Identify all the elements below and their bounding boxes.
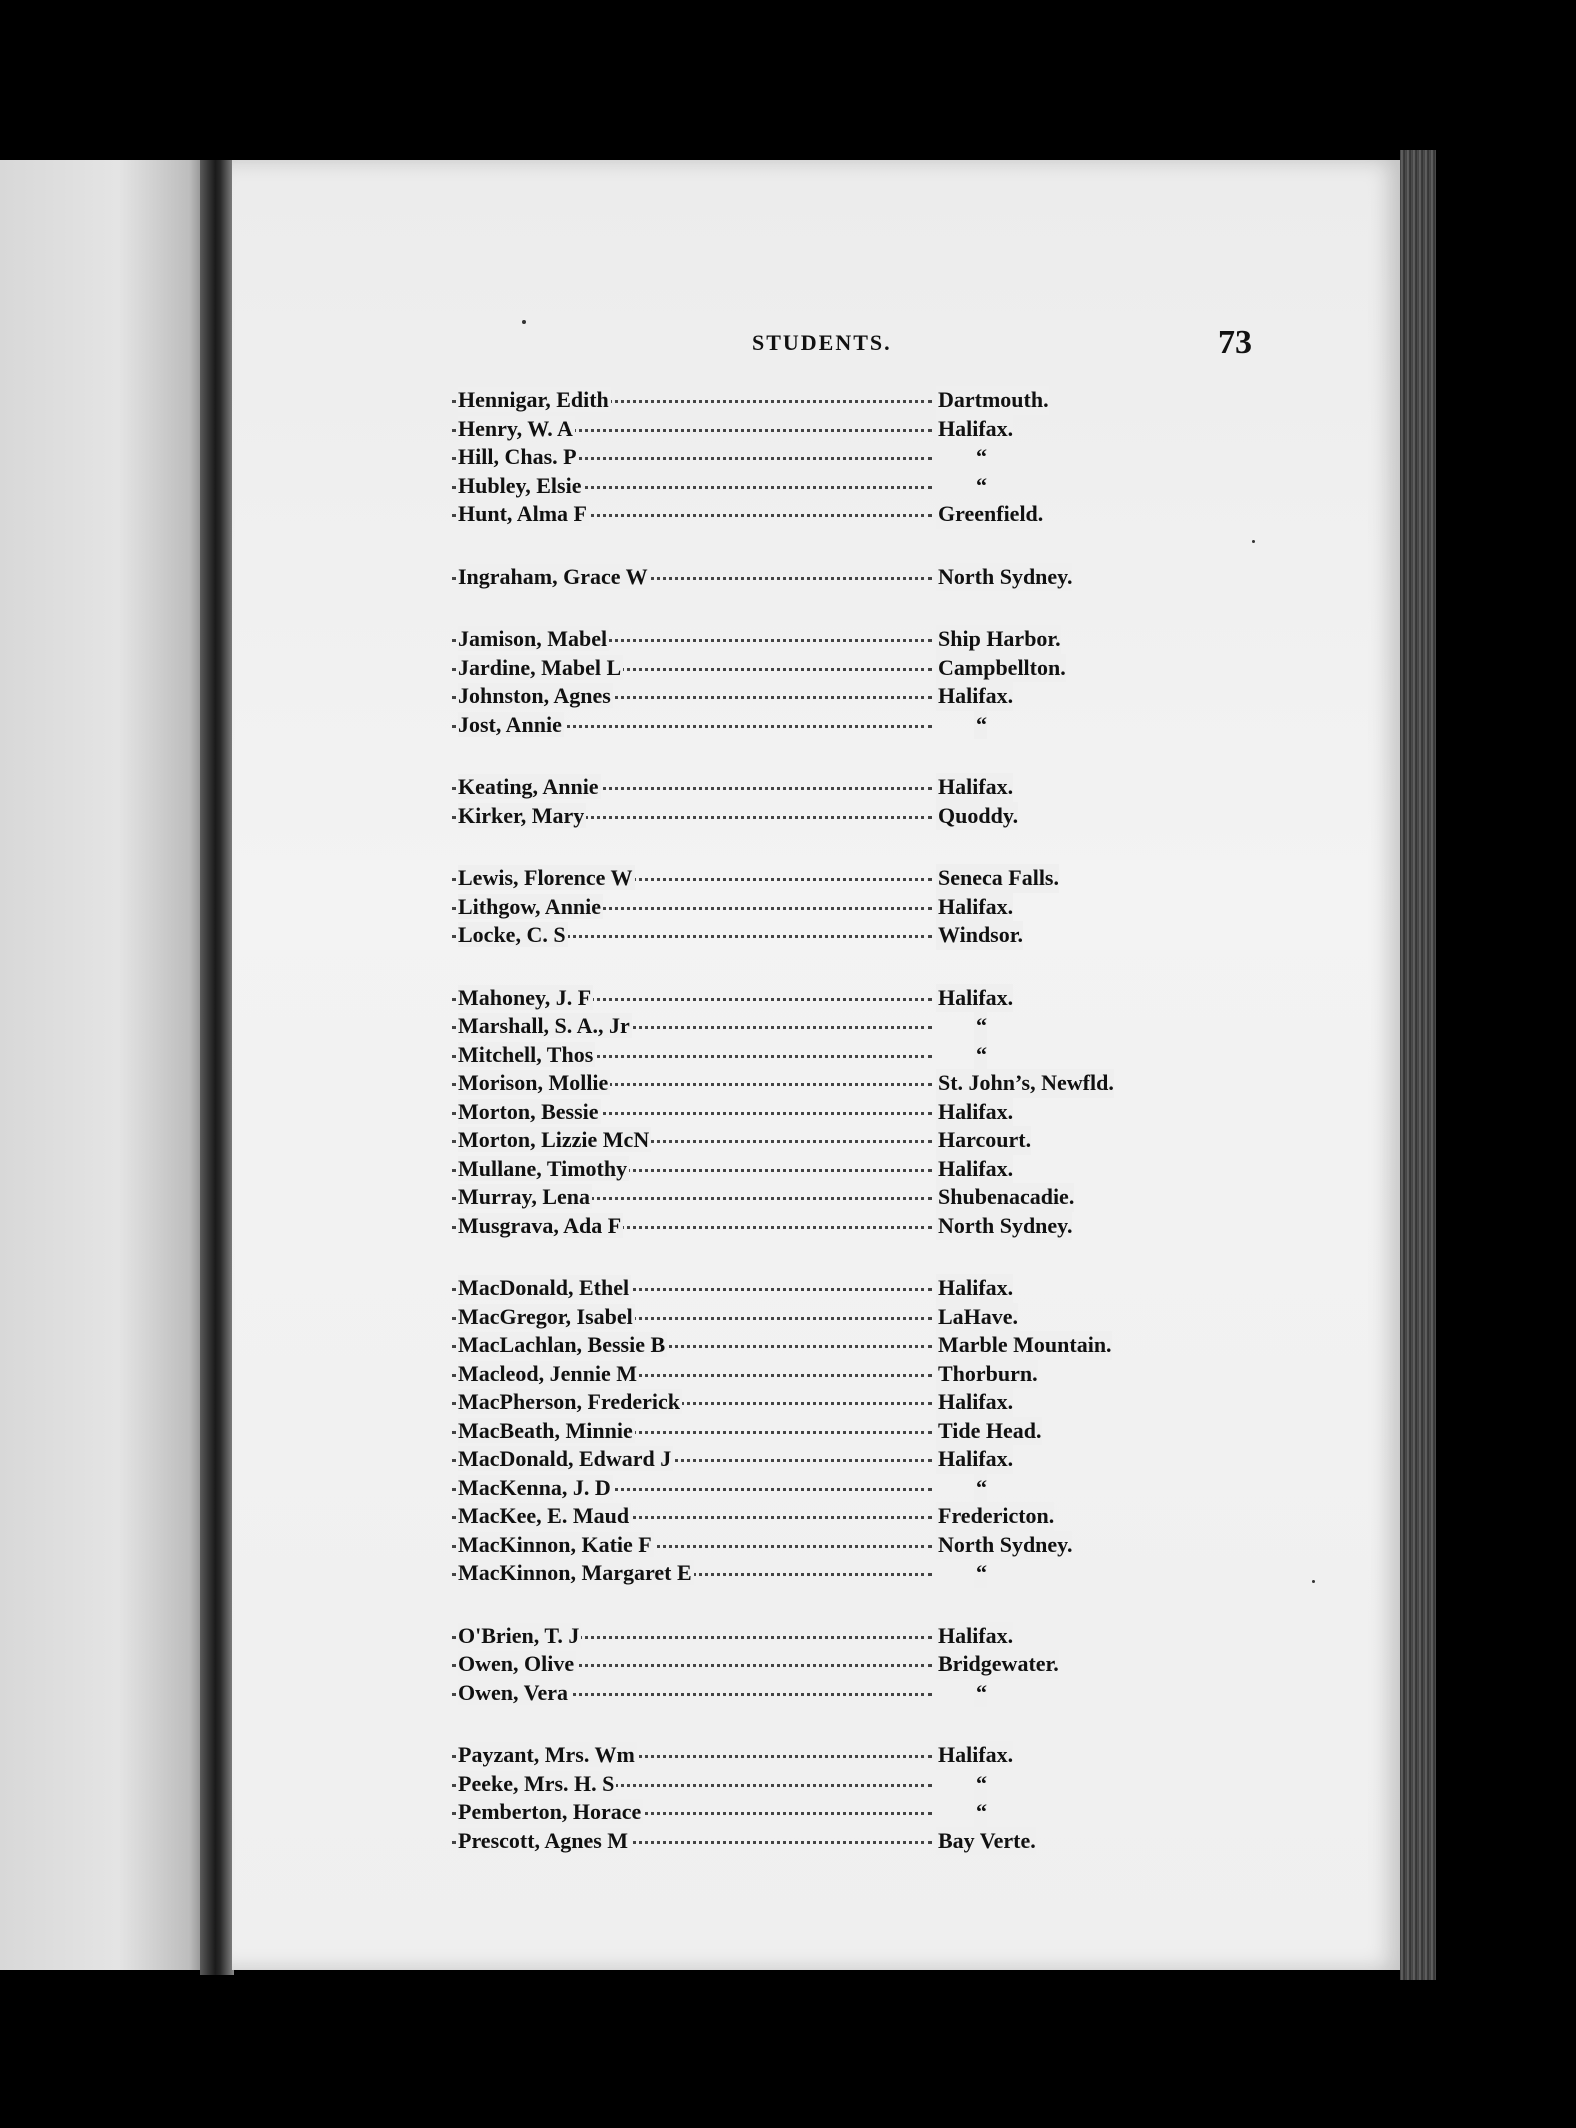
letter-group [452, 864, 1172, 950]
student-name-text: MacGregor, Isabel [458, 1303, 633, 1329]
student-entry [452, 1798, 1172, 1827]
student-name-text: Morton, Bessie [458, 1098, 599, 1124]
student-name [458, 1798, 643, 1827]
student-name [458, 472, 583, 501]
student-name [458, 1274, 631, 1303]
student-name-text: Mahoney, J. F [458, 984, 592, 1010]
student-name [458, 1183, 592, 1212]
student-name [458, 1650, 576, 1679]
student-name-text: Pemberton, Horace [458, 1799, 642, 1824]
student-name [458, 443, 579, 472]
ditto-mark: “ [974, 711, 987, 740]
ditto-mark: “ [974, 1474, 987, 1503]
student-residence: Tide Head. [936, 1417, 1042, 1446]
student-residence: Halifax. [936, 1388, 1013, 1417]
student-entry [452, 921, 1172, 950]
student-name [458, 625, 609, 654]
student-residence: Seneca Falls. [936, 864, 1059, 893]
student-entry [452, 500, 1172, 529]
student-name [458, 415, 575, 444]
student-entry [452, 654, 1172, 683]
speck [1252, 540, 1255, 543]
student-entry [452, 711, 1172, 740]
student-name [458, 1559, 694, 1588]
student-name-text: Musgrava, Ada F [458, 1212, 622, 1238]
student-name-text: MacKenna, J. D [458, 1474, 611, 1500]
student-name [458, 802, 586, 831]
student-entry [452, 1827, 1172, 1856]
student-name [458, 864, 635, 893]
student-residence: Campbellton. [936, 654, 1066, 683]
student-entry [452, 1531, 1172, 1560]
student-name-text: MacDonald, Ethel [458, 1275, 630, 1300]
student-name [458, 1041, 595, 1070]
ditto-mark: “ [974, 1770, 987, 1799]
student-name-text: Jost, Annie [458, 711, 562, 737]
student-entry [452, 1212, 1172, 1241]
student-name [458, 500, 589, 529]
student-name-text: MacBeath, Minnie [458, 1417, 633, 1443]
student-name-text: Lewis, Florence W [458, 865, 633, 890]
student-name [458, 1827, 630, 1856]
page-number: 73 [1218, 324, 1252, 361]
student-name-text: MacKinnon, Katie F [458, 1531, 652, 1557]
letter-group [452, 1274, 1172, 1588]
student-entry [452, 1069, 1172, 1098]
student-name-text: Lithgow, Annie [458, 893, 602, 919]
student-name-text: Hennigar, Edith [458, 387, 609, 412]
ditto-mark: “ [974, 1559, 987, 1588]
student-name [458, 1679, 570, 1708]
letter-group [452, 1622, 1172, 1708]
student-name-text: MacLachlan, Bessie B [458, 1332, 666, 1357]
student-name-text: MacKee, E. Maud [458, 1503, 630, 1528]
student-entry [452, 682, 1172, 711]
student-name [458, 1770, 616, 1799]
student-entry [452, 1502, 1172, 1531]
student-name-text: Morison, Mollie [458, 1070, 609, 1095]
student-entry [452, 1388, 1172, 1417]
student-entry [452, 1474, 1172, 1503]
student-name-text: MacPherson, Frederick [458, 1389, 680, 1414]
student-residence: Halifax. [936, 1274, 1013, 1303]
student-residence: Halifax. [936, 893, 1013, 922]
speck [522, 320, 526, 324]
student-residence: Harcourt. [936, 1126, 1031, 1155]
student-residence: Bay Verte. [936, 1827, 1036, 1856]
student-name [458, 893, 603, 922]
student-residence: Ship Harbor. [936, 625, 1061, 654]
student-entry [452, 1274, 1172, 1303]
student-name [458, 654, 623, 683]
student-entry [452, 864, 1172, 893]
student-entry [452, 443, 1172, 472]
student-name-text: Kirker, Mary [458, 802, 585, 828]
letter-group [452, 984, 1172, 1241]
student-residence: Thorburn. [936, 1360, 1038, 1389]
student-residence: Halifax. [936, 415, 1013, 444]
student-name-text: Mitchell, Thos [458, 1041, 594, 1067]
student-name [458, 1360, 639, 1389]
student-name [458, 1098, 601, 1127]
student-name [458, 386, 611, 415]
student-residence: Dartmouth. [936, 386, 1049, 415]
letter-group [452, 773, 1172, 830]
student-residence: LaHave. [936, 1303, 1018, 1332]
student-name [458, 1388, 682, 1417]
student-name-text: O'Brien, T. J [458, 1622, 580, 1648]
letter-group [452, 625, 1172, 739]
student-name-text: Ingraham, Grace W [458, 563, 648, 589]
student-residence: Halifax. [936, 773, 1013, 802]
student-residence: North Sydney. [936, 563, 1072, 592]
student-residence: Quoddy. [936, 802, 1018, 831]
facing-page [0, 160, 215, 1970]
student-residence: St. John’s, Newfld. [936, 1069, 1114, 1098]
ditto-mark: “ [974, 1041, 987, 1070]
student-entry [452, 1650, 1172, 1679]
student-name-text: Marshall, S. A., Jr [458, 1013, 630, 1038]
student-entry [452, 625, 1172, 654]
student-residence: Halifax. [936, 1445, 1013, 1474]
student-entry [452, 563, 1172, 592]
student-entry [452, 1559, 1172, 1588]
student-name-text: Keating, Annie [458, 774, 599, 799]
student-entry [452, 1417, 1172, 1446]
student-list [452, 386, 1172, 1889]
student-name-text: Jardine, Mabel L [458, 654, 622, 680]
student-name [458, 1622, 581, 1651]
student-name [458, 921, 568, 950]
speck [1312, 1580, 1315, 1583]
student-name [458, 563, 650, 592]
student-entry [452, 1770, 1172, 1799]
ditto-mark: “ [974, 443, 987, 472]
student-entry [452, 1360, 1172, 1389]
student-residence: North Sydney. [936, 1531, 1072, 1560]
letter-group [452, 386, 1172, 529]
student-entry [452, 1445, 1172, 1474]
student-name [458, 1445, 673, 1474]
ditto-mark: “ [974, 1798, 987, 1827]
student-entry [452, 1679, 1172, 1708]
student-residence: Halifax. [936, 984, 1013, 1013]
student-residence: Halifax. [936, 1098, 1013, 1127]
student-residence: Halifax. [936, 1622, 1013, 1651]
student-entry [452, 1303, 1172, 1332]
student-entry [452, 1622, 1172, 1651]
ditto-mark: “ [974, 1012, 987, 1041]
student-name [458, 984, 593, 1013]
student-name-text: Prescott, Agnes M [458, 1827, 629, 1853]
student-name-text: MacKinnon, Margaret E [458, 1560, 692, 1585]
student-name-text: Peeke, Mrs. H. S [458, 1770, 615, 1796]
student-name-text: Henry, W. A [458, 415, 573, 441]
student-entry [452, 773, 1172, 802]
student-residence: Halifax. [936, 682, 1013, 711]
student-name-text: Jamison, Mabel [458, 626, 608, 651]
student-entry [452, 1126, 1172, 1155]
student-name-text: Murray, Lena [458, 1184, 590, 1209]
student-residence: Windsor. [936, 921, 1023, 950]
student-entry [452, 1741, 1172, 1770]
student-name [458, 1012, 632, 1041]
letter-group [452, 1741, 1172, 1855]
student-entry [452, 1012, 1172, 1041]
student-name [458, 1303, 635, 1332]
letter-group [452, 563, 1172, 592]
student-name-text: Hubley, Elsie [458, 472, 582, 498]
student-entry [452, 386, 1172, 415]
student-name [458, 1417, 635, 1446]
student-residence: Halifax. [936, 1741, 1013, 1770]
student-name-text: Morton, Lizzie McN [458, 1127, 650, 1152]
student-name-text: Mullane, Timothy [458, 1155, 628, 1181]
student-name [458, 1531, 654, 1560]
student-name [458, 1155, 629, 1184]
student-name [458, 1474, 613, 1503]
student-entry [452, 1183, 1172, 1212]
student-name-text: Hunt, Alma F [458, 501, 587, 526]
page-edges [1400, 150, 1436, 1980]
student-entry [452, 415, 1172, 444]
student-name-text: Locke, C. S [458, 922, 566, 947]
student-name-text: Owen, Olive [458, 1651, 575, 1676]
student-name [458, 773, 601, 802]
student-name-text: Payzant, Mrs. Wm [458, 1742, 635, 1767]
student-name [458, 1212, 623, 1241]
student-entry [452, 1098, 1172, 1127]
student-name [458, 1741, 637, 1770]
student-entry [452, 893, 1172, 922]
student-name-text: MacDonald, Edward J [458, 1446, 672, 1471]
student-name-text: Macleod, Jennie M [458, 1360, 638, 1386]
student-name-text: Owen, Vera [458, 1679, 568, 1705]
student-entry [452, 984, 1172, 1013]
student-residence: Fredericton. [936, 1502, 1054, 1531]
book-gutter [200, 160, 234, 1975]
student-entry [452, 1155, 1172, 1184]
student-entry [452, 472, 1172, 501]
student-name-text: Hill, Chas. P [458, 444, 577, 469]
student-residence: Shubenacadie. [936, 1183, 1074, 1212]
student-name [458, 1331, 667, 1360]
student-name [458, 1502, 631, 1531]
student-entry [452, 1331, 1172, 1360]
student-name [458, 1126, 651, 1155]
student-name [458, 682, 613, 711]
student-name [458, 1069, 610, 1098]
student-residence: North Sydney. [936, 1212, 1072, 1241]
student-name [458, 711, 564, 740]
student-entry [452, 1041, 1172, 1070]
student-residence: Marble Mountain. [936, 1331, 1112, 1360]
student-residence: Bridgewater. [936, 1650, 1059, 1679]
student-name-text: Johnston, Agnes [458, 683, 611, 708]
page-header [232, 324, 1407, 370]
ditto-mark: “ [974, 472, 987, 501]
student-residence: Greenfield. [936, 500, 1043, 529]
ditto-mark: “ [974, 1679, 987, 1708]
student-entry [452, 802, 1172, 831]
student-residence: Halifax. [936, 1155, 1013, 1184]
running-head: STUDENTS. [752, 330, 892, 355]
